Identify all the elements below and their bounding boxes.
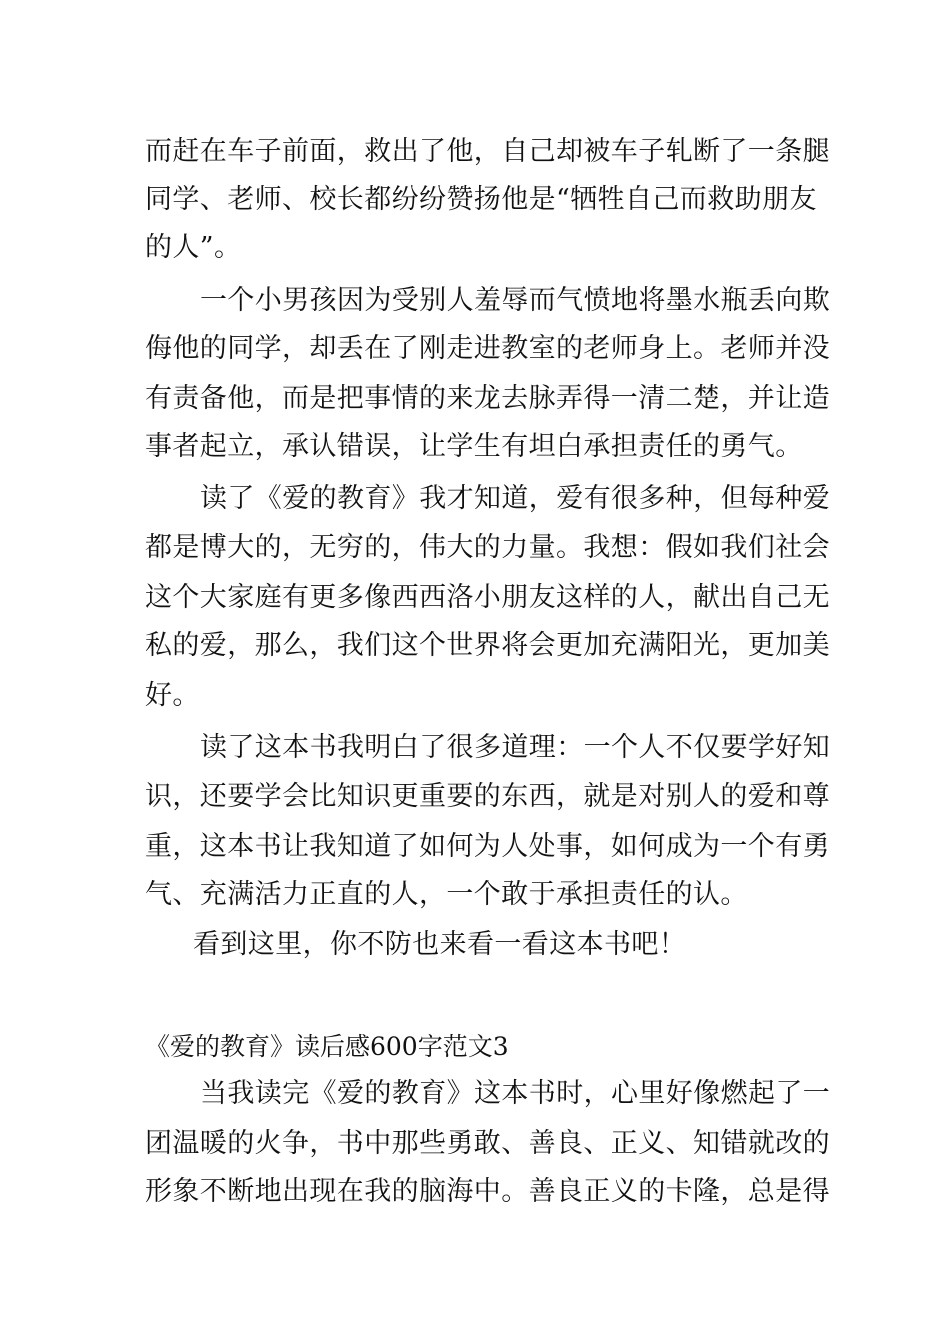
text-line-s2: 团温暖的火争，书中那些勇敢、善良、正义、知错就改的	[145, 1128, 830, 1159]
text-line-6: 有责备他，而是把事情的来龙去脉弄得一清二楚，并让造	[145, 383, 830, 414]
text-line-s3: 形象不断地出现在我的脑海中。善良正义的卡隆，总是得	[145, 1176, 830, 1207]
section-heading: 《爱的教育》读后感600字范文3	[145, 1032, 509, 1061]
text-line-10: 这个大家庭有更多像西西洛小朋友这样的人，献出自己无	[145, 582, 830, 613]
text-line-1: 而赶在车子前面，救出了他，自己却被车子轧断了一条腿	[145, 136, 830, 167]
text-line-2: 同学、老师、校长都纷纷赞扬他是“牺牲自己而救助朋友	[145, 184, 817, 215]
paragraph-start-line: 读了这本书我明白了很多道理：一个人不仅要学好知	[200, 732, 831, 763]
text-line-12: 好。	[145, 680, 200, 711]
text-line-16: 气、充满活力正直的人，一个敢于承担责任的认。	[145, 879, 748, 910]
text-line-11: 私的爱，那么，我们这个世界将会更加充满阳光，更加美	[145, 630, 830, 661]
text-line-9: 都是博大的，无穷的，伟大的力量。我想：假如我们社会	[145, 532, 830, 563]
paragraph-start-line: 读了《爱的教育》我才知道，爱有很多种，但每种爱	[200, 483, 831, 514]
paragraph-start-line: 一个小男孩因为受别人羞辱而气愤地将墨水瓶丢向欺	[200, 285, 831, 316]
text-line-3: 的人”。	[145, 232, 242, 263]
closing-line: 看到这里，你不防也来看一看这本书吧！	[193, 929, 687, 960]
text-line-7: 事者起立，承认错误，让学生有坦白承担责任的勇气。	[145, 431, 803, 462]
text-line-5: 侮他的同学，却丢在了刚走进教室的老师身上。老师并没	[145, 333, 830, 364]
text-line-15: 重，这本书让我知道了如何为人处事，如何成为一个有勇	[145, 831, 830, 862]
text-line-14: 识，还要学会比知识更重要的东西，就是对别人的爱和尊	[145, 781, 830, 812]
paragraph-start-line: 当我读完《爱的教育》这本书时，心里好像燃起了一	[200, 1078, 831, 1109]
